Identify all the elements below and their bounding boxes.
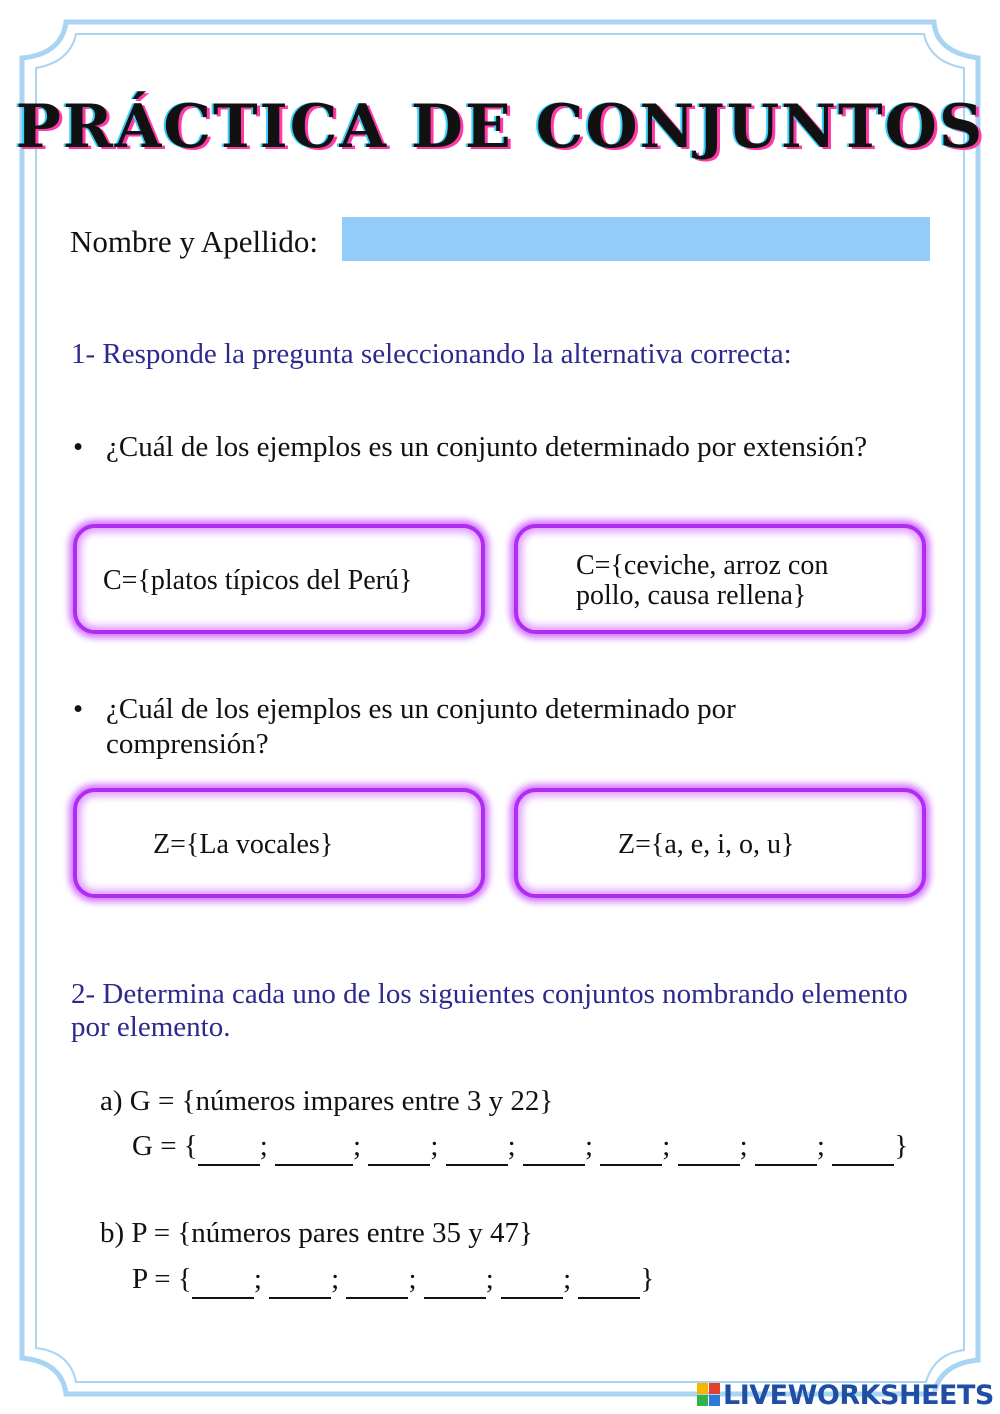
item-b-prefix: P = {: [132, 1263, 192, 1295]
blank-input[interactable]: [424, 1271, 486, 1299]
section-2-heading: 2- Determina cada uno de los siguientes conjuntos nombrando elemento por elemento.: [71, 978, 908, 1043]
blank-input[interactable]: [578, 1271, 640, 1299]
option-1a[interactable]: [73, 524, 485, 634]
option-1b-text: C={ceviche, arroz con pollo, causa rellena}: [576, 550, 829, 611]
question-1: [73, 430, 953, 465]
blank-input[interactable]: [832, 1138, 894, 1166]
option-2b-text: Z={a, e, i, o, u}: [618, 829, 795, 860]
blank-input[interactable]: [678, 1138, 740, 1166]
option-2b[interactable]: [514, 788, 926, 898]
brand-text: LIVEWORKSHEETS: [723, 1380, 994, 1411]
item-b-answer: P = { ; ; ; ; ; }: [132, 1263, 654, 1299]
blank-input[interactable]: [755, 1138, 817, 1166]
option-2a-text: Z={La vocales}: [153, 829, 334, 860]
liveworksheets-logo-icon: [697, 1383, 721, 1407]
bullet: •: [73, 431, 84, 463]
item-a-answer: G = { ; ; ; ; ; ; ; ; }: [132, 1130, 908, 1166]
question-2: [73, 692, 833, 762]
option-1b[interactable]: [514, 524, 926, 634]
blank-input[interactable]: [446, 1138, 508, 1166]
option-2a[interactable]: [73, 788, 485, 898]
blank-input[interactable]: [192, 1271, 254, 1299]
question-2-text: ¿Cuál de los ejemplos es un conjunto determinado por comprensión?: [106, 693, 736, 760]
blank-input[interactable]: [600, 1138, 662, 1166]
blank-input[interactable]: [346, 1271, 408, 1299]
item-b-statement: b) P = {números pares entre 35 y 47}: [100, 1217, 533, 1249]
question-1-text: ¿Cuál de los ejemplos es un conjunto determinado por extensión?: [106, 431, 868, 463]
blank-input[interactable]: [523, 1138, 585, 1166]
item-a-prefix: G = {: [132, 1130, 198, 1162]
blank-input[interactable]: [501, 1271, 563, 1299]
section-1-heading: 1- Responde la pregunta seleccionando la alternativa correcta:: [71, 338, 792, 370]
item-a-statement: a) G = {números impares entre 3 y 22}: [100, 1085, 554, 1117]
option-1a-text: C={platos típicos del Perú}: [103, 565, 413, 596]
blank-input[interactable]: [368, 1138, 430, 1166]
blank-input[interactable]: [198, 1138, 260, 1166]
blank-input[interactable]: [269, 1271, 331, 1299]
name-label: Nombre y Apellido:: [70, 224, 318, 259]
liveworksheets-watermark: [697, 1380, 994, 1411]
blank-input[interactable]: [275, 1138, 353, 1166]
bullet: •: [73, 693, 84, 725]
page-title: PRÁCTICA DE CONJUNTOS: [15, 92, 985, 162]
name-input[interactable]: [342, 217, 930, 261]
